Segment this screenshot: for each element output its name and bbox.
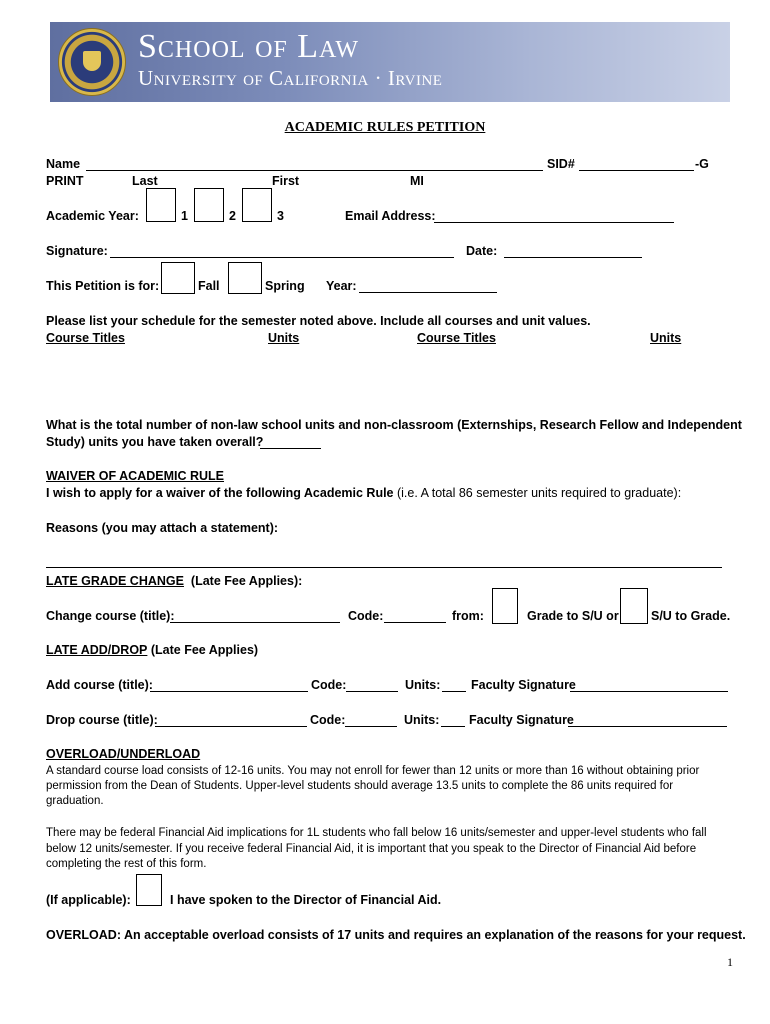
late-add-heading-row	[46, 643, 258, 657]
change-code-label: Code:	[348, 609, 384, 623]
overload-statement: OVERLOAD: An acceptable overload consists of 17 units and requires an explanation of the reasons for your request.	[46, 928, 746, 942]
waiver-apply-bold: I wish to apply for a waiver of the following Academic Rule	[46, 486, 394, 500]
signature-field[interactable]	[110, 257, 454, 258]
overload-para1-line2: permission from the Dean of Students. Upper-level students should average 13.5 units to complete the 86 units required for	[46, 780, 674, 792]
page-number: 1	[727, 955, 733, 969]
su-to-grade-label: S/U to Grade.	[651, 609, 731, 623]
petition-for-label: This Petition is for:	[46, 279, 160, 293]
fall-label: Fall	[198, 279, 220, 293]
add-code-label: Code:	[311, 678, 347, 692]
su-to-grade-checkbox[interactable]	[620, 588, 648, 624]
overload-para1-line1: A standard course load consists of 12-16 units. You may not enroll for fewer than 12 units or more than 16 without obtaining prior	[46, 765, 700, 777]
add-units-field[interactable]	[442, 691, 466, 692]
sid-label: SID#	[547, 157, 575, 171]
waiver-apply-text	[46, 486, 681, 500]
spring-label: Spring	[265, 279, 305, 293]
schedule-instruction: Please list your schedule for the semester noted above. Include all courses and unit values.	[46, 314, 591, 328]
email-field[interactable]	[434, 222, 674, 223]
change-course-label: Change course (title):	[46, 609, 175, 623]
overload-para2-line2: below 12 units/semester. If you receive federal Financial Aid, it is important that you speak to the Director of Financial Aid before	[46, 843, 697, 855]
change-code-field[interactable]	[384, 622, 446, 623]
print-label: PRINT	[46, 174, 84, 188]
spring-checkbox[interactable]	[228, 262, 262, 294]
add-course-field[interactable]	[150, 691, 308, 692]
reasons-label: Reasons (you may attach a statement):	[46, 521, 279, 535]
overload-heading: OVERLOAD/UNDERLOAD	[46, 747, 201, 761]
drop-faculty-field[interactable]	[568, 726, 727, 727]
add-faculty-field[interactable]	[570, 691, 728, 692]
late-grade-heading: LATE GRADE CHANGE	[46, 574, 184, 588]
drop-units-field[interactable]	[441, 726, 465, 727]
grade-to-su-label: Grade to S/U or	[527, 609, 619, 623]
late-grade-heading-row	[46, 574, 302, 588]
applicable-label: (If applicable):	[46, 893, 131, 907]
col-course-titles-2: Course Titles	[417, 331, 496, 345]
late-add-fee: (Late Fee Applies)	[150, 643, 259, 657]
late-add-heading: LATE ADD/DROP	[46, 643, 148, 657]
drop-code-field[interactable]	[345, 726, 397, 727]
school-name: School of Law	[138, 28, 360, 65]
from-label: from:	[452, 609, 484, 623]
last-label: Last	[132, 174, 158, 188]
add-units-label: Units:	[405, 678, 441, 692]
drop-faculty-label: Faculty Signature	[469, 713, 574, 727]
add-faculty-label: Faculty Signature	[471, 678, 576, 692]
grade-to-su-checkbox[interactable]	[492, 588, 518, 624]
year-3-checkbox[interactable]	[242, 188, 272, 222]
header-banner	[50, 22, 730, 102]
overload-para2-line3: completing the rest of this form.	[46, 858, 207, 870]
waiver-apply-note: (i.e. A total 86 semester units required to graduate):	[393, 486, 682, 500]
year-2-checkbox[interactable]	[194, 188, 224, 222]
overload-para1-line3: graduation.	[46, 795, 104, 807]
mi-label: MI	[410, 174, 424, 188]
col-course-titles-1: Course Titles	[46, 331, 125, 345]
page-title: ACADEMIC RULES PETITION	[284, 120, 486, 135]
year-3-label: 3	[277, 209, 284, 223]
non-law-question-line2: Study) units you have taken overall?	[46, 435, 264, 449]
drop-code-label: Code:	[310, 713, 346, 727]
overload-para2-line1: There may be federal Financial Aid implications for 1L students who fall below 16 units/semester and upper-level students who fall	[46, 827, 707, 839]
fall-checkbox[interactable]	[161, 262, 195, 294]
signature-label: Signature:	[46, 244, 108, 258]
add-code-field[interactable]	[346, 691, 398, 692]
drop-course-label: Drop course (title):	[46, 713, 158, 727]
year-field[interactable]	[359, 292, 497, 293]
date-field[interactable]	[504, 257, 642, 258]
non-law-question-line1: What is the total number of non-law school units and non-classroom (Externships, Research Fellow and Independent	[46, 418, 742, 432]
university-name: University of California · Irvine	[138, 66, 443, 90]
email-label: Email Address:	[345, 209, 436, 223]
non-law-units-field[interactable]	[260, 448, 321, 449]
year-2-label: 2	[229, 209, 236, 223]
academic-year-label: Academic Year:	[46, 209, 139, 223]
year-1-label: 1	[181, 209, 188, 223]
reasons-field[interactable]	[46, 567, 722, 568]
col-units-1: Units	[268, 331, 300, 345]
add-course-label: Add course (title):	[46, 678, 153, 692]
financial-aid-checkbox[interactable]	[136, 874, 162, 906]
date-label: Date:	[466, 244, 498, 258]
waiver-heading: WAIVER OF ACADEMIC RULE	[46, 469, 225, 483]
drop-course-field[interactable]	[155, 726, 307, 727]
drop-units-label: Units:	[404, 713, 440, 727]
year-label: Year:	[326, 279, 357, 293]
late-grade-fee: (Late Fee Applies):	[190, 574, 303, 588]
year-1-checkbox[interactable]	[146, 188, 176, 222]
seal-icon	[58, 28, 126, 96]
name-field[interactable]	[86, 170, 543, 171]
sid-field[interactable]	[579, 170, 694, 171]
sid-suffix: -G	[695, 157, 709, 171]
first-label: First	[272, 174, 300, 188]
financial-aid-label: I have spoken to the Director of Financial Aid.	[170, 893, 442, 907]
change-course-field[interactable]	[170, 622, 340, 623]
name-label: Name	[46, 157, 81, 171]
col-units-2: Units	[650, 331, 682, 345]
